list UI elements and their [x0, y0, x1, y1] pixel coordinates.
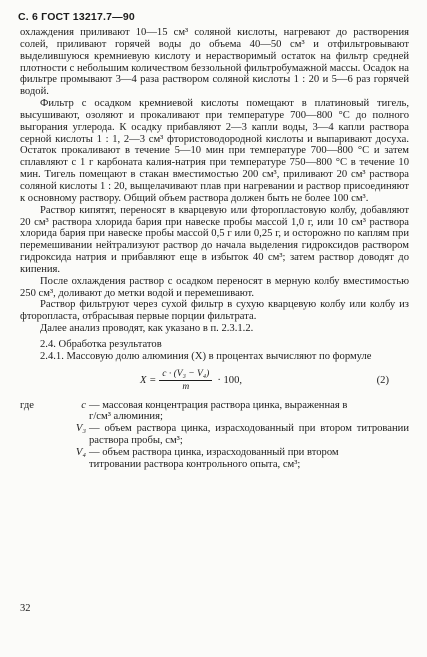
paragraph: охлаждения приливают 10—15 см³ соляной кислоты, нагревают до растворения солей, приливают горячей воды до объема 40—50 см³ и отфильтровывают выделившуюся кремниевую кислоту и нерастворимый остаток на фильтр средней плотности с небольшим количеством беззольной фильтробумажной массы. Осадок на фильтре промывают 3—4 раза раствором соляной кислоты 1 : 20 и 5—6 раз горячей водой. [20, 27, 409, 98]
definition-row [20, 423, 409, 447]
definition-symbol: V₃ [75, 423, 86, 435]
paragraph: Фильтр с осадком кремниевой кислоты помещают в платиновый тигель, высушивают, озоляют и прокаливают при температуре 700—800 °С до полного выгорания углерода. К осадку прибавляют 2—3 капли воды, 3—4 капли раствора серной кислоты 1 : 1, 2—3 см³ фтористоводородной кислоты и выпаривают досуха. Остаток прокаливают в течение 5—10 мин при температуре 700—800 °С и затем сплавляют с 1 г карбоната калия-натрия при температуре 750—800 °С в течение 10 мин. Тигель помещают в стакан вместимостью 200 см³, приливают 20 см³ раствора соляной кислоты 1 : 20, выщелачивают плав при нагревании и раствор присоединяют к основному раствору. Общий объем раствора должен быть не более 100 см³. [20, 98, 409, 204]
formula-denominator: m [182, 382, 190, 393]
definition-symbol: c [81, 399, 86, 411]
definition-text: — объем раствора цинка, израсходованный при втором [89, 447, 339, 458]
variable-definitions [20, 400, 409, 471]
paragraph: После охлаждения раствор с осадком переносят в мерную колбу вместимостью 250 см³, доливают до метки водой и перемешивают. [20, 275, 409, 299]
definition-lead: где [20, 399, 34, 411]
paragraph: Далее анализ проводят, как указано в п. 2.3.1.2. [40, 323, 254, 335]
definition-text: титровании раствора контрольного опыта, см³; [89, 458, 301, 470]
definition-symbol: V₄ [75, 447, 86, 458]
paragraph: Раствор фильтруют через сухой фильтр в сухую кварцевую колбу или колбу из фторопласта, отбрасывая первые порции фильтрата. [20, 299, 409, 323]
definition-row [20, 411, 409, 423]
document-body [20, 27, 409, 471]
formula-number: (2) [376, 374, 389, 386]
definition-row [20, 447, 409, 459]
formula-multiplier: · 100, [217, 374, 243, 386]
formula-fraction [159, 368, 212, 393]
section-heading: 2.4. Обработка результатов [40, 338, 162, 350]
paragraph: 2.4.1. Массовую долю алюминия (X) в процентах вычисляют по формуле [40, 350, 372, 362]
page-number: 32 [20, 603, 31, 614]
definition-text: — объем раствора цинка, израсходованный при втором титровании раствора пробы, см³; [89, 423, 409, 447]
definition-text: г/см³ алюминия; [89, 411, 163, 423]
formula-numerator: c · (V₃ − V₄) [159, 368, 212, 381]
definition-row [20, 400, 409, 412]
page-header: С. 6 ГОСТ 13217.7—90 [18, 11, 135, 23]
formula-2 [20, 366, 409, 396]
formula-lhs: X = [140, 374, 157, 386]
definition-row [20, 459, 409, 471]
definition-text: — массовая концентрация раствора цинка, выраженная в [89, 399, 348, 411]
paragraph: Раствор кипятят, переносят в кварцевую или фторопластовую колбу, добавляют 20 см³ раствора хлорида бария при навеске пробы массой 1,0 г, или 10 см³ раствора хлорида бария при навеске пробы массой 0,5 г или 0,25 г, и осторожно по каплям при перемешивании нейтрализуют раствор до начала выделения гидроксидов раствором гидроксида натрия и прибавляют еще в избыток 40 см³; затем раствор доводят до кипения. [20, 204, 409, 275]
